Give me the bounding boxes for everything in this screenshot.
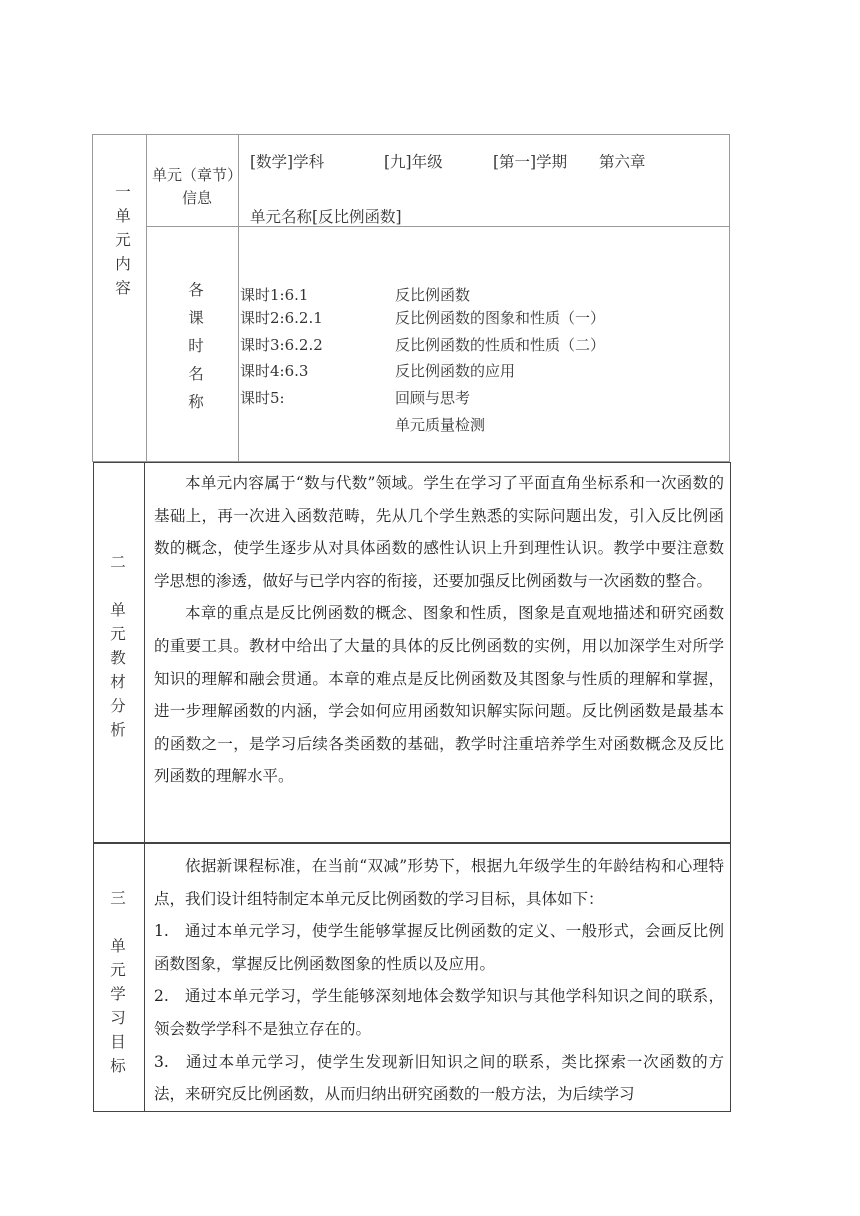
label-char: 教 bbox=[110, 649, 126, 667]
subject-field: [数学]学科 bbox=[250, 153, 325, 171]
label-char: 元 bbox=[110, 961, 126, 979]
paragraph: 依据新课程标准，在当前“双减”形势下，根据九年级学生的年龄结构和心理特点，我们设计组特制定本单元反比例函数的学习目标，具体如下： bbox=[154, 857, 724, 908]
label-char: 名 bbox=[188, 365, 204, 383]
info-label-line2: 信息 bbox=[182, 189, 213, 207]
label-char: 习 bbox=[110, 1009, 126, 1027]
lessons-label bbox=[183, 276, 209, 416]
column-divider bbox=[146, 135, 147, 461]
label-char: 单 bbox=[110, 937, 126, 955]
label-char bbox=[116, 910, 121, 934]
lesson-code: 课时5: bbox=[240, 389, 285, 407]
label-char: 单 bbox=[110, 601, 126, 619]
label-char: 元 bbox=[115, 231, 131, 249]
label-char bbox=[116, 574, 121, 598]
lesson-name: 反比例函数的应用 bbox=[395, 362, 516, 380]
unit-name: 单元名称[反比例函数] bbox=[250, 208, 402, 226]
info-label-line1: 单元（章节） bbox=[152, 166, 243, 184]
section1-label bbox=[110, 180, 136, 300]
label-char: 一 bbox=[115, 183, 131, 201]
lesson-code: 课时2:6.2.1 bbox=[240, 309, 323, 327]
label-char: 单 bbox=[115, 207, 131, 225]
label-char: 称 bbox=[188, 393, 204, 411]
material-analysis-text bbox=[154, 467, 724, 793]
label-char: 容 bbox=[115, 279, 131, 297]
label-char: 三 bbox=[110, 889, 126, 907]
label-char: 时 bbox=[188, 337, 204, 355]
lesson-code: 课时3:6.2.2 bbox=[240, 336, 323, 354]
label-char: 二 bbox=[110, 553, 126, 571]
label-char: 学 bbox=[110, 985, 126, 1003]
lesson-name: 反比例函数的性质和性质（二） bbox=[395, 336, 606, 354]
grade-field: [九]年级 bbox=[384, 153, 443, 171]
learning-goals-text bbox=[154, 850, 724, 1110]
lesson-code: 课时1:6.1 bbox=[240, 286, 309, 304]
lesson-name: 反比例函数的图象和性质（一） bbox=[395, 309, 606, 327]
label-char: 析 bbox=[110, 721, 126, 739]
label-char: 内 bbox=[115, 255, 131, 273]
column-divider bbox=[144, 463, 145, 842]
lesson-name: 单元质量检测 bbox=[395, 416, 486, 434]
paragraph: 本章的重点是反比例函数的概念、图象和性质，图象是直观地描述和研究函数的重要工具。教材中给出了大量的具体的反比例函数的实例，用以加深学生对所学知识的理解和融会贯通。本章的难点是反比例函数及其图象与性质的理解和掌握，进一步理解函数的内涵，学会如何应用函数知识解实际问题。反比例函数是最基本的函数之一，是学习后续各类函数的基础，教学时注重培养学生对函数概念及反比列函数的理解水平。 bbox=[154, 604, 724, 786]
label-char: 标 bbox=[110, 1057, 126, 1075]
label-char: 分 bbox=[110, 697, 126, 715]
paragraph: 本单元内容属于“数与代数”领域。学生在学习了平面直角坐标系和一次函数的基础上，再一次进入函数范畴，先从几个学生熟悉的实际问题出发，引入反比例函数的概念，使学生逐步从对具体函数的感性认识上升到理性认识。教学中要注意数学思想的渗透，做好与已学内容的衔接，还要加强反比例函数与一次函数的整合。 bbox=[154, 474, 724, 590]
lesson-name: 回顾与思考 bbox=[395, 389, 471, 407]
goal-item: 1. 通过本单元学习，使学生能够掌握反比例函数的定义、一般形式，会画反比例函数图象，掌握反比例函数图象的性质以及应用。 bbox=[154, 922, 724, 973]
column-divider bbox=[144, 844, 145, 1111]
goal-item: 2. 通过本单元学习，学生能够深刻地体会数学知识与其他学科知识之间的联系，领会数学学科不是独立存在的。 bbox=[154, 987, 724, 1038]
lesson-code: 课时4:6.3 bbox=[240, 362, 309, 380]
label-char: 材 bbox=[110, 673, 126, 691]
term-field: [第一]学期 bbox=[493, 153, 568, 171]
label-char: 课 bbox=[188, 309, 204, 327]
section2-label bbox=[105, 550, 131, 742]
label-char: 元 bbox=[110, 625, 126, 643]
label-char: 目 bbox=[110, 1033, 126, 1051]
row-divider bbox=[146, 226, 730, 227]
label-char: 各 bbox=[188, 281, 204, 299]
goal-item: 3. 通过本单元学习，使学生发现新旧知识之间的联系，类比探索一次函数的方法，来研究反比例函数，从而归纳出研究函数的一般方法，为后续学习 bbox=[154, 1052, 724, 1104]
section3-label bbox=[105, 886, 131, 1078]
chapter-field: 第六章 bbox=[599, 153, 646, 171]
lesson-name: 反比例函数 bbox=[395, 286, 471, 304]
